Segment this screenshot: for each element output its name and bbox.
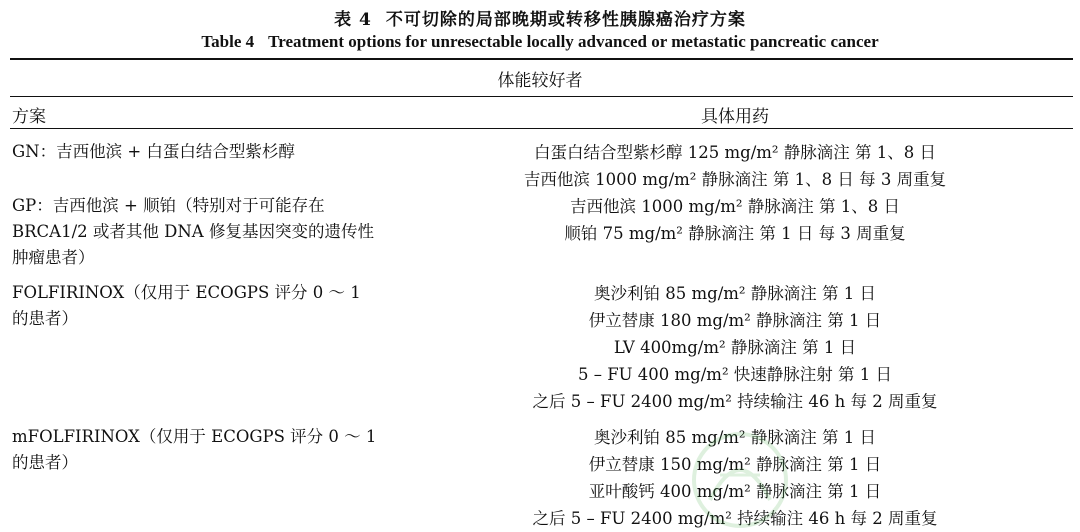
dose-line: 之后 5 – FU 2400 mg/m² 持续输注 46 h 每 2 周重复 (532, 392, 938, 411)
dose-line: 奥沙利铂 85 mg/m² 静脉滴注 第 1 日 (594, 284, 876, 303)
regimen-gn: GN：吉西他滨 + 白蛋白结合型紫杉醇 (12, 142, 295, 161)
column-header-medication: 具体用药 (701, 107, 769, 127)
dose-block-gn (480, 139, 990, 193)
group-header-rule (10, 96, 1073, 97)
table-top-rule (10, 58, 1073, 60)
regimen-gp: GP：吉西他滨 + 顺铂（特别对于可能存在 BRCA1/2 或者其他 DNA 修复基因突变的遗传性肿瘤患者） (12, 196, 374, 267)
regimen-mfolfirinox: mFOLFIRINOX（仅用于 ECOGPS 评分 0 ～ 1 的患者） (12, 427, 377, 472)
dose-line: 之后 5 – FU 2400 mg/m² 持续输注 46 h 每 2 周重复 (532, 509, 938, 528)
dose-line: 奥沙利铂 85 mg/m² 静脉滴注 第 1 日 (594, 428, 876, 447)
dose-line: LV 400mg/m² 静脉滴注 第 1 日 (613, 338, 857, 357)
watermark-logo-icon (680, 420, 800, 530)
group-header: 体能较好者 (497, 71, 583, 91)
table-title-chinese: 不可切除的局部晚期或转移性胰腺癌治疗方案 (385, 10, 746, 30)
dose-line: 伊立替康 180 mg/m² 静脉滴注 第 1 日 (588, 311, 882, 330)
column-header-rule (10, 128, 1073, 129)
table-number-chinese: 表 4 (334, 10, 372, 30)
dose-line: 白蛋白结合型紫杉醇 125 mg/m² 静脉滴注 第 1、8 日 (534, 143, 936, 162)
table-number-english: Table 4 (201, 32, 255, 51)
dose-line: 吉西他滨 1000 mg/m² 静脉滴注 第 1、8 日 每 3 周重复 (523, 170, 947, 189)
table-caption-chinese (0, 5, 1080, 30)
regimen-folfirinox: FOLFIRINOX（仅用于 ECOGPS 评分 0 ～ 1 的患者） (12, 283, 361, 328)
column-header-regimen: 方案 (12, 107, 46, 127)
dose-line: 亚叶酸钙 400 mg/m² 静脉滴注 第 1 日 (588, 482, 882, 501)
table-title-english: Treatment options for unresectable locally advanced or metastatic pancreatic cancer (268, 32, 879, 51)
dose-line: 5 – FU 400 mg/m² 快速静脉注射 第 1 日 (577, 365, 893, 384)
dose-block-folfirinox (480, 280, 990, 415)
dose-line: 伊立替康 150 mg/m² 静脉滴注 第 1 日 (588, 455, 882, 474)
dose-block-gp (480, 193, 990, 247)
dose-line: 吉西他滨 1000 mg/m² 静脉滴注 第 1、8 日 (570, 197, 900, 216)
table-caption-english (0, 32, 1080, 52)
dose-line: 顺铂 75 mg/m² 静脉滴注 第 1 日 每 3 周重复 (564, 224, 906, 243)
